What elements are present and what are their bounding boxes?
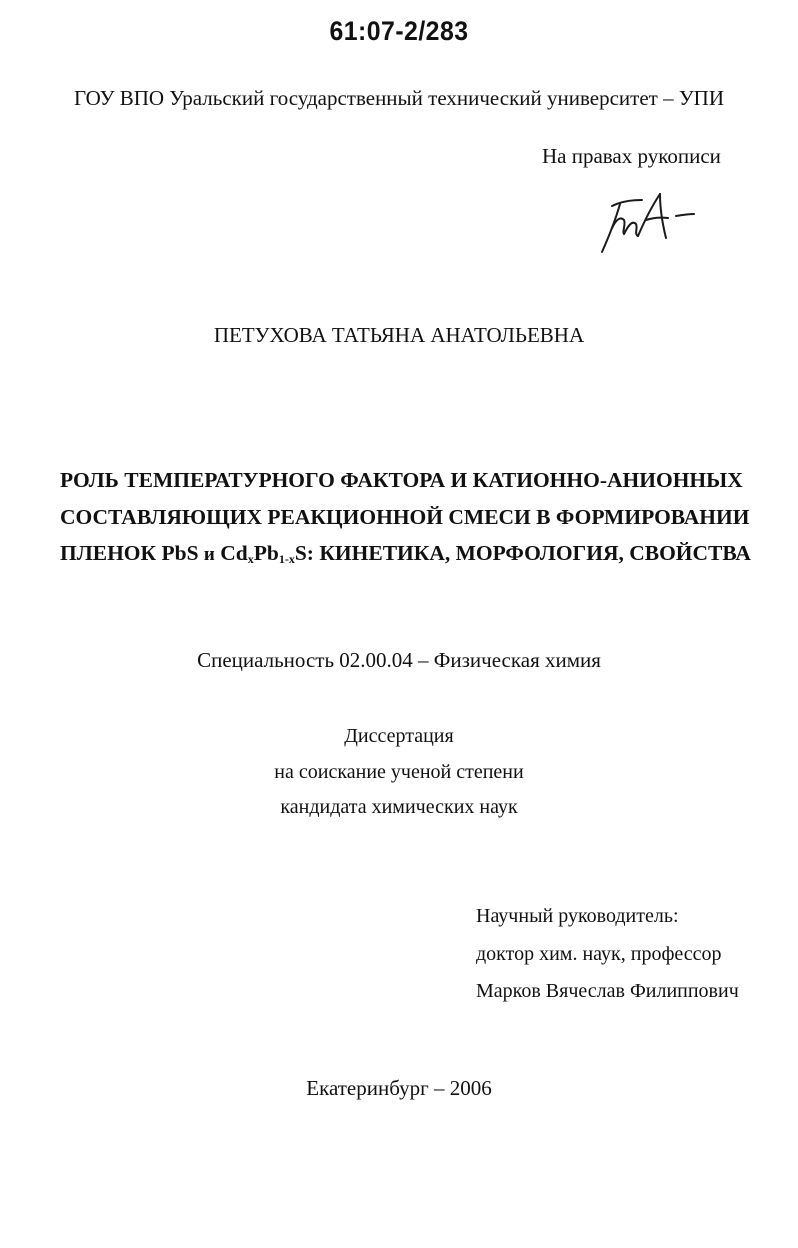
author-name: ПЕТУХОВА ТАТЬЯНА АНАТОЛЬЕВНА <box>213 323 585 347</box>
city-year: Екатеринбург – 2006 <box>306 1076 492 1100</box>
supervisor-block <box>476 898 739 1011</box>
title-line-3 <box>60 535 751 574</box>
manuscript-note: На правах рукописи <box>542 144 721 168</box>
supervisor-degree: доктор хим. наук, профессор <box>476 942 722 965</box>
dissertation-title <box>60 462 751 574</box>
formula-pb: Pb <box>253 541 279 565</box>
formula-subscript-x: x <box>247 552 254 566</box>
specialty: Специальность 02.00.04 – Физическая химия <box>197 648 601 672</box>
supervisor-label: Научный руководитель: <box>476 905 679 927</box>
dissertation-line-3: кандидата химических наук <box>280 796 518 818</box>
title-line-2: СОСТАВЛЯЮЩИХ РЕАКЦИОННОЙ СМЕСИ В ФОРМИРОВАНИИ <box>60 504 750 529</box>
handwritten-signature <box>590 186 710 258</box>
organization-name: ГОУ ВПО Уральский государственный технический университет – УПИ <box>73 86 725 110</box>
chemical-formula <box>220 541 314 565</box>
formula-s: S: <box>294 541 314 565</box>
formula-subscript-1-x: 1-x <box>278 552 295 566</box>
title-line-3-end: КИНЕТИКА, МОРФОЛОГИЯ, СВОЙСТВА <box>319 541 751 565</box>
catalog-number: 61:07-2/283 <box>329 16 469 46</box>
title-conjunction: и <box>203 544 215 565</box>
formula-cd: Cd <box>220 541 248 565</box>
title-line-1: РОЛЬ ТЕМПЕРАТУРНОГО ФАКТОРА И КАТИОННО-АНИОННЫХ <box>60 468 743 492</box>
title-line-3-start: ПЛЕНОК PbS <box>60 541 199 565</box>
supervisor-name: Марков Вячеслав Филиппович <box>476 980 739 1002</box>
dissertation-line-2: на соискание ученой степени <box>274 760 524 783</box>
dissertation-degree <box>0 719 798 826</box>
dissertation-line-1: Диссертация <box>344 725 454 747</box>
